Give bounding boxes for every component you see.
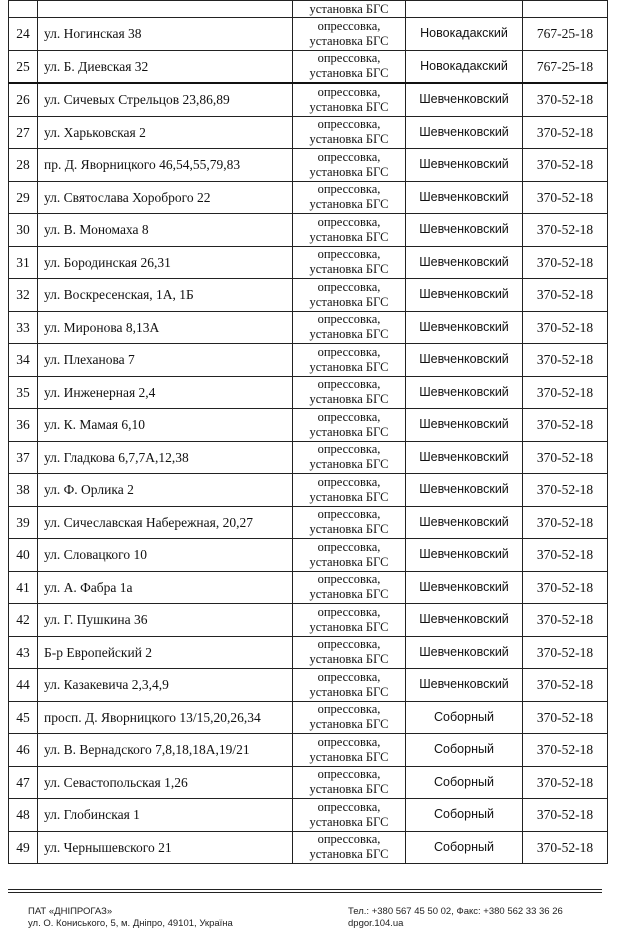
work-cell	[293, 799, 406, 832]
work-line: установка БГС	[309, 814, 389, 829]
work-line: опрессовка,	[317, 377, 381, 392]
address-cell: пр. Д. Яворницкого 46,54,55,79,83	[38, 149, 293, 182]
work-line: установка БГС	[309, 262, 389, 277]
address-cell: ул. А. Фабра 1а	[38, 571, 293, 604]
work-line: установка БГС	[309, 99, 389, 114]
table-row	[9, 734, 608, 767]
row-number: 28	[9, 149, 38, 182]
work-cell	[293, 83, 406, 116]
work-cell	[293, 669, 406, 702]
phone-cell: 370-52-18	[523, 701, 608, 734]
table-body	[9, 1, 608, 864]
row-number: 49	[9, 831, 38, 864]
work-line: опрессовка,	[317, 767, 381, 782]
phone-cell: 370-52-18	[523, 799, 608, 832]
work-line: опрессовка,	[317, 637, 381, 652]
work-line: установка БГС	[309, 229, 389, 244]
phone-cell: 370-52-18	[523, 571, 608, 604]
row-number: 32	[9, 279, 38, 312]
district-cell: Шевченковский	[406, 636, 523, 669]
address-cell: ул. Б. Диевская 32	[38, 50, 293, 83]
address-cell: ул. Чернышевского 21	[38, 831, 293, 864]
work-line: установка БГС	[309, 522, 389, 537]
row-number: 40	[9, 539, 38, 572]
work-cell	[293, 506, 406, 539]
row-number: 48	[9, 799, 38, 832]
work-cell	[293, 50, 406, 83]
phone-cell: 370-52-18	[523, 604, 608, 637]
address-cell: ул. Воскресенская, 1А, 1Б	[38, 279, 293, 312]
address-cell: ул. Ногинская 38	[38, 18, 293, 51]
address-cell: просп. Д. Яворницкого 13/15,20,26,34	[38, 701, 293, 734]
phone-cell: 370-52-18	[523, 214, 608, 247]
work-line: опрессовка,	[317, 214, 381, 229]
work-line: опрессовка,	[317, 149, 381, 164]
row-number: 42	[9, 604, 38, 637]
work-line: установка БГС	[309, 717, 389, 732]
work-line: установка БГС	[309, 554, 389, 569]
phone-cell: 370-52-18	[523, 246, 608, 279]
work-cell	[293, 409, 406, 442]
address-cell: ул. Казакевича 2,3,4,9	[38, 669, 293, 702]
district-cell: Шевченковский	[406, 474, 523, 507]
district-cell: Соборный	[406, 799, 523, 832]
table-row	[9, 604, 608, 637]
address-cell: ул. Ф. Орлика 2	[38, 474, 293, 507]
district-cell: Шевченковский	[406, 181, 523, 214]
address-cell: ул. Г. Пушкина 36	[38, 604, 293, 637]
work-line: установка БГС	[309, 684, 389, 699]
work-cell	[293, 441, 406, 474]
phone-cell: 370-52-18	[523, 311, 608, 344]
row-number: 39	[9, 506, 38, 539]
work-line: опрессовка,	[317, 279, 381, 294]
phone-cell: 370-52-18	[523, 344, 608, 377]
work-cell	[293, 149, 406, 182]
table-row	[9, 116, 608, 149]
address-cell: ул. Инженерная 2,4	[38, 376, 293, 409]
table-row	[9, 181, 608, 214]
work-cell	[293, 636, 406, 669]
work-line: установка БГС	[309, 749, 389, 764]
work-line: установка БГС	[309, 619, 389, 634]
company-phones: Тел.: +380 567 45 50 02, Факс: +380 562 33 36 26	[348, 906, 563, 917]
work-line: опрессовка,	[317, 442, 381, 457]
table-row	[9, 18, 608, 51]
work-line: опрессовка,	[317, 832, 381, 847]
phone-cell: 370-52-18	[523, 409, 608, 442]
district-cell: Новокадакский	[406, 18, 523, 51]
district-cell: Соборный	[406, 701, 523, 734]
work-line: опрессовка,	[317, 409, 381, 424]
work-line: установка БГС	[309, 164, 389, 179]
company-website: dpgor.104.ua	[348, 918, 404, 929]
work-line: опрессовка,	[317, 474, 381, 489]
table-row	[9, 669, 608, 702]
work-line: установка БГС	[309, 392, 389, 407]
gas-works-table	[8, 0, 608, 864]
footer-divider	[8, 889, 602, 890]
work-line: установка БГС	[309, 457, 389, 472]
row-number: 34	[9, 344, 38, 377]
work-cell	[293, 604, 406, 637]
row-number: 47	[9, 766, 38, 799]
district-cell: Соборный	[406, 831, 523, 864]
work-line: опрессовка,	[317, 702, 381, 717]
district-cell: Соборный	[406, 766, 523, 799]
footer-left	[28, 906, 233, 930]
work-line: установка БГС	[309, 33, 389, 48]
district-cell: Шевченковский	[406, 116, 523, 149]
table-row	[9, 701, 608, 734]
table-row	[9, 409, 608, 442]
table-row	[9, 279, 608, 312]
work-line: установка БГС	[309, 294, 389, 309]
work-cell	[293, 116, 406, 149]
table-row	[9, 50, 608, 83]
row-number: 37	[9, 441, 38, 474]
row-number: 25	[9, 50, 38, 83]
work-line: опрессовка,	[317, 18, 381, 33]
district-cell: Шевченковский	[406, 214, 523, 247]
phone-cell: 767-25-18	[523, 50, 608, 83]
work-line: опрессовка,	[317, 572, 381, 587]
work-line: установка БГС	[309, 847, 389, 862]
row-number: 43	[9, 636, 38, 669]
work-line: установка БГС	[309, 652, 389, 667]
district-cell: Шевченковский	[406, 604, 523, 637]
company-name: ПАТ «ДНІПРОГАЗ»	[28, 906, 113, 917]
address-cell	[38, 1, 293, 18]
table-row-partial	[9, 1, 608, 18]
address-cell: ул. Сичеславская Набережная, 20,27	[38, 506, 293, 539]
district-cell: Шевченковский	[406, 571, 523, 604]
address-cell: ул. Плеханова 7	[38, 344, 293, 377]
district-cell: Шевченковский	[406, 246, 523, 279]
row-number: 45	[9, 701, 38, 734]
table-row	[9, 474, 608, 507]
work-line: установка БГС	[309, 424, 389, 439]
work-line: опрессовка,	[317, 247, 381, 262]
district-cell: Шевченковский	[406, 669, 523, 702]
address-cell: ул. Сичевых Стрельцов 23,86,89	[38, 83, 293, 116]
table-row	[9, 149, 608, 182]
work-line: опрессовка,	[317, 117, 381, 132]
district-cell: Шевченковский	[406, 83, 523, 116]
work-line: опрессовка,	[317, 734, 381, 749]
work-cell	[293, 539, 406, 572]
work-cell	[293, 766, 406, 799]
table-row	[9, 344, 608, 377]
address-cell: ул. В. Мономаха 8	[38, 214, 293, 247]
row-number: 31	[9, 246, 38, 279]
address-cell: ул. Миронова 8,13А	[38, 311, 293, 344]
row-number: 38	[9, 474, 38, 507]
phone-cell: 370-52-18	[523, 181, 608, 214]
district-cell: Шевченковский	[406, 344, 523, 377]
phone-cell: 370-52-18	[523, 441, 608, 474]
district-cell	[406, 1, 523, 18]
work-line: установка БГС	[309, 359, 389, 374]
work-line: опрессовка,	[317, 669, 381, 684]
row-number: 35	[9, 376, 38, 409]
table-row	[9, 246, 608, 279]
phone-cell: 370-52-18	[523, 734, 608, 767]
row-number: 41	[9, 571, 38, 604]
footer-divider-second	[8, 892, 602, 893]
district-cell: Новокадакский	[406, 50, 523, 83]
address-cell: ул. Гладкова 6,7,7А,12,38	[38, 441, 293, 474]
footer-right	[348, 906, 563, 930]
table-row	[9, 799, 608, 832]
address-cell: ул. К. Мамая 6,10	[38, 409, 293, 442]
work-line: опрессовка,	[317, 182, 381, 197]
address-cell: ул. Святослава Хороброго 22	[38, 181, 293, 214]
phone-cell: 370-52-18	[523, 636, 608, 669]
phone-cell: 370-52-18	[523, 149, 608, 182]
work-cell	[293, 181, 406, 214]
address-cell: Б-р Европейский 2	[38, 636, 293, 669]
work-line: установка БГС	[309, 132, 389, 147]
work-line: установка БГС	[309, 587, 389, 602]
district-cell: Шевченковский	[406, 279, 523, 312]
work-cell	[293, 701, 406, 734]
table-row	[9, 83, 608, 116]
work-cell	[293, 344, 406, 377]
address-cell: ул. Севастопольская 1,26	[38, 766, 293, 799]
table-row	[9, 441, 608, 474]
address-cell: ул. В. Вернадского 7,8,18,18А,19/21	[38, 734, 293, 767]
phone-cell: 370-52-18	[523, 766, 608, 799]
work-line: установка БГС	[309, 489, 389, 504]
table-row	[9, 376, 608, 409]
work-line: опрессовка,	[317, 84, 381, 99]
district-cell: Шевченковский	[406, 441, 523, 474]
district-cell: Шевченковский	[406, 539, 523, 572]
table-row	[9, 311, 608, 344]
district-cell: Шевченковский	[406, 506, 523, 539]
table-row	[9, 506, 608, 539]
row-number: 27	[9, 116, 38, 149]
work-line: установка БГС	[309, 197, 389, 212]
num-cell	[9, 1, 38, 18]
work-line: опрессовка,	[317, 507, 381, 522]
table-row	[9, 214, 608, 247]
work-line: установка БГС	[309, 66, 389, 81]
table-row	[9, 539, 608, 572]
work-line: опрессовка,	[317, 312, 381, 327]
row-number: 46	[9, 734, 38, 767]
district-cell: Соборный	[406, 734, 523, 767]
address-cell: ул. Бородинская 26,31	[38, 246, 293, 279]
phone-cell: 370-52-18	[523, 669, 608, 702]
work-cell	[293, 474, 406, 507]
table-row	[9, 831, 608, 864]
row-number: 44	[9, 669, 38, 702]
work-line: опрессовка,	[317, 539, 381, 554]
district-cell: Шевченковский	[406, 149, 523, 182]
table-row	[9, 571, 608, 604]
row-number: 33	[9, 311, 38, 344]
phone-cell: 370-52-18	[523, 116, 608, 149]
address-cell: ул. Словацкого 10	[38, 539, 293, 572]
table-row	[9, 766, 608, 799]
work-cell	[293, 246, 406, 279]
district-cell: Шевченковский	[406, 376, 523, 409]
work-cell	[293, 376, 406, 409]
work-cell	[293, 214, 406, 247]
work-line: опрессовка,	[317, 799, 381, 814]
address-cell: ул. Харьковская 2	[38, 116, 293, 149]
row-number: 30	[9, 214, 38, 247]
work-line: установка БГС	[309, 327, 389, 342]
phone-cell: 370-52-18	[523, 831, 608, 864]
row-number: 24	[9, 18, 38, 51]
work-line: опрессовка,	[317, 604, 381, 619]
row-number: 29	[9, 181, 38, 214]
work-cell	[293, 734, 406, 767]
work-line: опрессовка,	[317, 344, 381, 359]
address-cell: ул. Глобинская 1	[38, 799, 293, 832]
work-line: опрессовка,	[317, 51, 381, 66]
phone-cell: 370-52-18	[523, 279, 608, 312]
phone-cell: 370-52-18	[523, 539, 608, 572]
work-cell	[293, 831, 406, 864]
row-number: 36	[9, 409, 38, 442]
table-row	[9, 636, 608, 669]
work-cell: установка БГС	[293, 1, 406, 18]
company-address: ул. О. Кониського, 5, м. Дніпро, 49101, Україна	[28, 918, 233, 929]
work-cell	[293, 18, 406, 51]
district-cell: Шевченковский	[406, 409, 523, 442]
phone-cell: 767-25-18	[523, 18, 608, 51]
district-cell: Шевченковский	[406, 311, 523, 344]
work-cell	[293, 279, 406, 312]
phone-cell: 370-52-18	[523, 376, 608, 409]
work-cell	[293, 311, 406, 344]
row-number: 26	[9, 83, 38, 116]
phone-cell: 370-52-18	[523, 506, 608, 539]
work-line: установка БГС	[309, 782, 389, 797]
work-cell	[293, 571, 406, 604]
phone-cell: 370-52-18	[523, 474, 608, 507]
phone-cell: 370-52-18	[523, 83, 608, 116]
phone-cell	[523, 1, 608, 18]
